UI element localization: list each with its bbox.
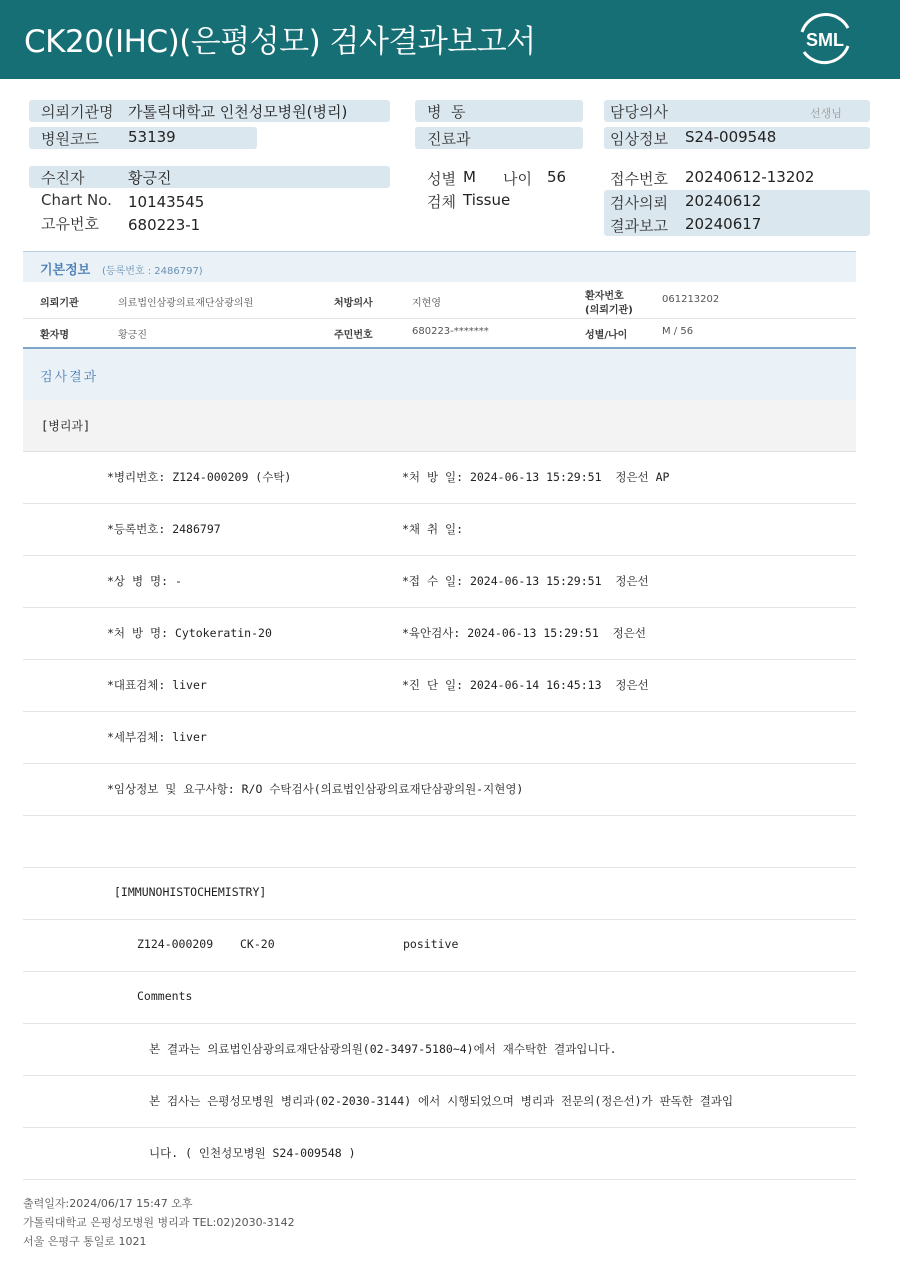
comment-row — [23, 1076, 856, 1128]
results-title: 검사결과 — [40, 370, 99, 385]
result-left: *상 병 명: - — [107, 574, 182, 588]
specimen-value: Tissue — [463, 191, 511, 209]
sex-value: M — [463, 168, 476, 186]
prescriber-label: 처방의사 — [334, 298, 373, 309]
unique-value: 680223-1 — [128, 216, 201, 234]
comment-text: 본 결과는 의료법인삼광의료재단삼광의원(02-3497-5180~4)에서 재수탁한 결과입니다. — [149, 1042, 617, 1056]
blank-row — [23, 816, 856, 868]
doctor-label: 담당의사 — [610, 103, 668, 121]
chart-value: 10143545 — [128, 193, 205, 211]
basic-info-reg-no: (등록번호 : 2486797) — [102, 266, 203, 277]
result-row — [23, 556, 856, 608]
results-header — [23, 347, 856, 400]
requester-value: 가톨릭대학교 인천성모병원(병리) — [128, 103, 348, 121]
request-value: 20240612 — [685, 192, 762, 210]
prescriber-value: 지현영 — [412, 298, 441, 309]
patient-no-value: 061213202 — [662, 294, 720, 305]
clinical-value: S24-009548 — [685, 128, 777, 146]
patient-no-label-2: (의뢰기관) — [585, 305, 633, 316]
ihc-pathology-no: Z124-000209 — [137, 937, 214, 951]
requester-inst-value: 의료법인삼광의료재단삼광의원 — [118, 298, 254, 309]
comment-row — [23, 1024, 856, 1076]
doctor-suffix: 선생님 — [810, 107, 842, 120]
clinical-request-text: *임상정보 및 요구사항: R/O 수탁검사(의료법인삼광의료재단삼광의원-지현영) — [107, 782, 524, 796]
comments-label: Comments — [137, 989, 193, 1003]
result-right: *육안검사: 2024-06-13 15:29:51 정은선 — [402, 626, 646, 640]
ward-label: 병 동 — [427, 103, 466, 121]
sex-label: 성별 — [427, 170, 456, 188]
result-left: *병리번호: Z124-000209 (수탁) — [107, 470, 292, 484]
comment-row — [23, 1128, 856, 1180]
patient-name-label: 환자명 — [40, 330, 69, 341]
specimen-label: 검체 — [427, 193, 456, 211]
rrn-value: 680223-******* — [412, 326, 489, 337]
comment-text: 니다. ( 인천성모병원 S24-009548 ) — [149, 1146, 356, 1160]
sml-logo — [794, 12, 856, 66]
result-right: *처 방 일: 2024-06-13 15:29:51 정은선 AP — [402, 470, 670, 484]
result-row — [23, 452, 856, 504]
basic-info-row-1 — [23, 282, 856, 319]
chart-label: Chart No. — [41, 191, 112, 209]
ihc-title-row — [23, 868, 856, 920]
result-row — [23, 660, 856, 712]
footer-address: 서울 은평구 통일로 1021 — [23, 1235, 147, 1248]
ihc-result: positive — [403, 937, 459, 951]
requester-inst-label: 의뢰기관 — [40, 298, 79, 309]
result-left: *처 방 명: Cytokeratin-20 — [107, 626, 272, 640]
dept-row — [23, 400, 856, 452]
rrn-label: 주민번호 — [334, 330, 373, 341]
clinical-request-row — [23, 764, 856, 816]
receipt-label: 접수번호 — [610, 170, 668, 188]
comments-label-row — [23, 972, 856, 1024]
report-label: 결과보고 — [610, 217, 668, 235]
dept-label: 진료과 — [427, 130, 471, 148]
report-title: CK20(IHC)(은평성모) 검사결과보고서 — [24, 24, 536, 60]
unique-label: 고유번호 — [41, 215, 99, 233]
footer-printed-date: 출력일자:2024/06/17 15:47 오후 — [23, 1197, 193, 1210]
comment-text: 본 검사는 은평성모병원 병리과(02-2030-3144) 에서 시행되었으며 병리과 전문의(정은선)가 판독한 결과입 — [149, 1094, 734, 1108]
hospital-code-label: 병원코드 — [41, 130, 99, 148]
result-left: *세부검체: liver — [107, 730, 207, 744]
report-header — [0, 0, 900, 79]
result-row — [23, 712, 856, 764]
patient-value: 황긍진 — [128, 169, 172, 187]
clinical-label: 임상정보 — [610, 130, 668, 148]
age-value: 56 — [547, 168, 567, 186]
requester-label: 의뢰기관명 — [41, 103, 114, 121]
sex-age-value: M / 56 — [662, 326, 694, 337]
basic-info-title: 기본정보 — [40, 263, 91, 278]
ihc-result-row — [23, 920, 856, 972]
basic-info-header — [23, 251, 856, 282]
result-row — [23, 504, 856, 556]
result-row — [23, 608, 856, 660]
ihc-marker: CK-20 — [240, 937, 275, 951]
result-left: *대표검체: liver — [107, 678, 207, 692]
dept-label: [병리과] — [41, 419, 91, 433]
sex-age-label: 성별/나이 — [585, 330, 628, 341]
result-left: *등록번호: 2486797 — [107, 522, 221, 536]
footer-hospital: 가톨릭대학교 은평성모병원 병리과 TEL:02)2030-3142 — [23, 1216, 295, 1229]
basic-info-row-2 — [23, 319, 856, 347]
patient-name-value: 황긍진 — [118, 330, 147, 341]
report-value: 20240617 — [685, 215, 762, 233]
receipt-value: 20240612-13202 — [685, 168, 815, 186]
result-right: *채 취 일: — [402, 522, 464, 536]
result-right: *접 수 일: 2024-06-13 15:29:51 정은선 — [402, 574, 649, 588]
ihc-title: [IMMUNOHISTOCHEMISTRY] — [114, 885, 267, 899]
patient-no-label-1: 환자번호 — [585, 291, 624, 302]
sml-logo-text: SML — [806, 30, 844, 50]
request-label: 검사의뢰 — [610, 194, 668, 212]
patient-label: 수진자 — [41, 169, 85, 187]
age-label: 나이 — [503, 170, 532, 188]
hospital-code-value: 53139 — [128, 128, 176, 146]
result-right: *진 단 일: 2024-06-14 16:45:13 정은선 — [402, 678, 649, 692]
